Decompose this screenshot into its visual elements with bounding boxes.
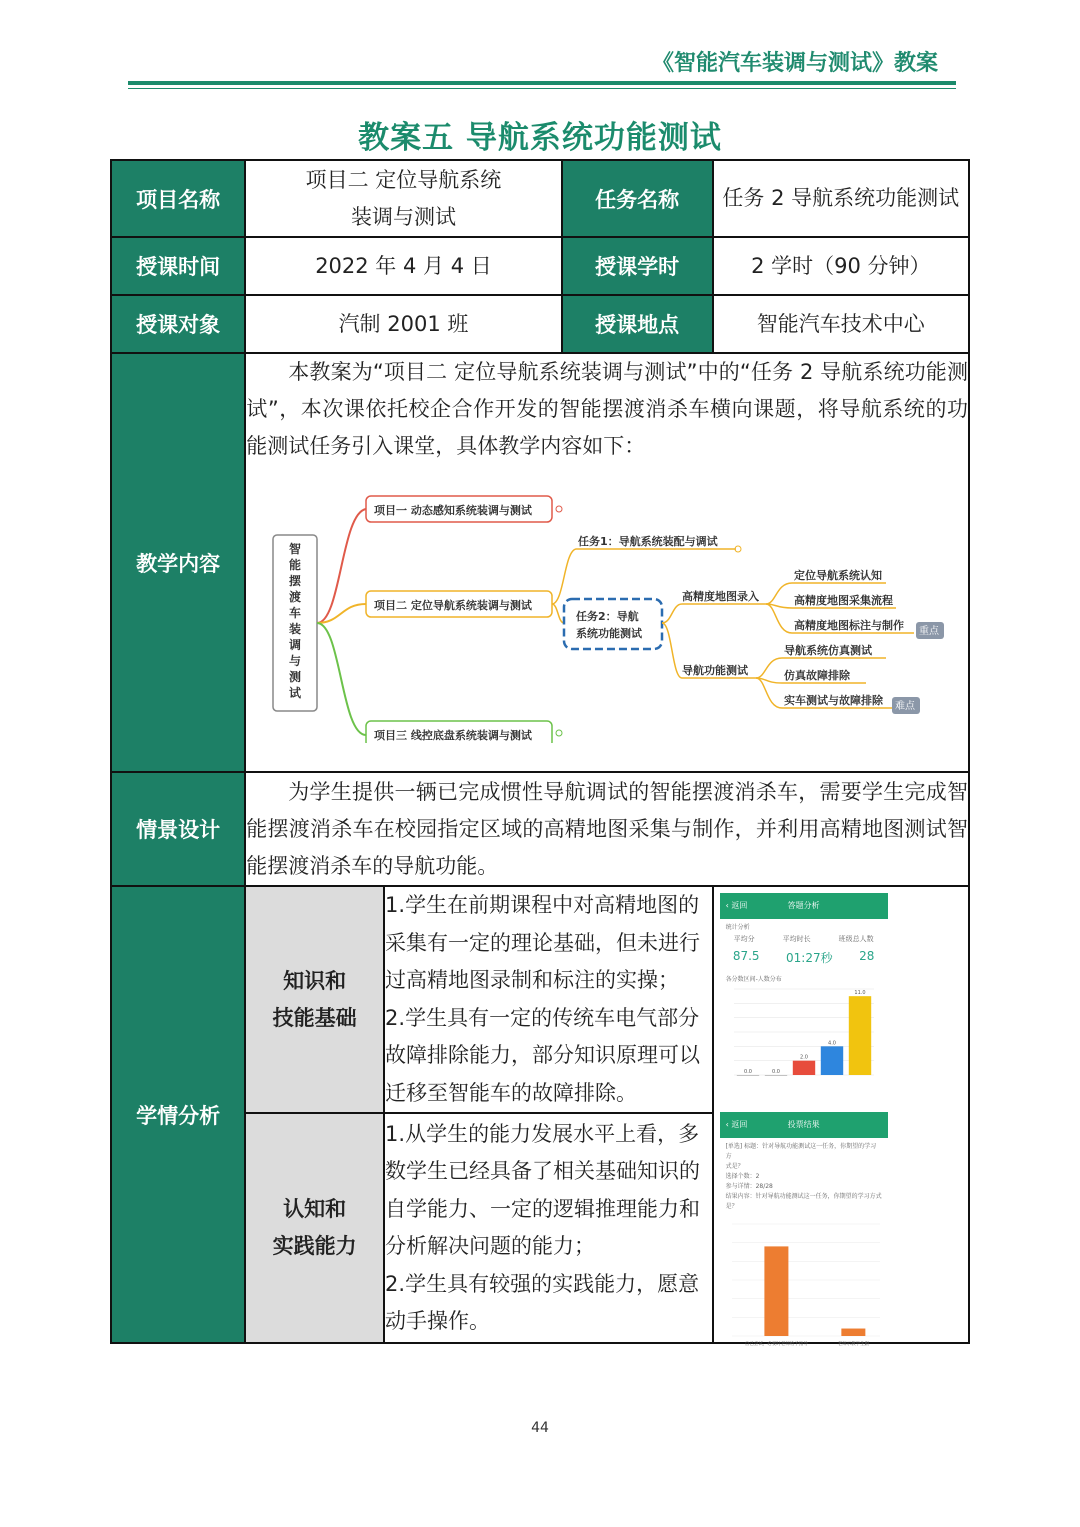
knowledge-label-line2: 技能基础 — [272, 1005, 357, 1030]
time-label: 授课时间 — [111, 237, 245, 295]
branch-nav-text: 导航功能测试 — [682, 664, 749, 677]
score-bar-label: 2.0 — [799, 1054, 808, 1061]
leaf2-text: 高精度地图采集流程 — [794, 594, 894, 607]
score-bar — [764, 1075, 786, 1076]
project1-text: 项目一 动态感知系统装调与测试 — [374, 504, 533, 517]
lesson-plan-table — [110, 159, 970, 1347]
root-char: 摆 — [289, 574, 302, 588]
analysis-label: 学情分析 — [111, 886, 245, 1343]
vote-back-button: ‹ 返回 — [725, 1120, 748, 1129]
place-label: 授课地点 — [562, 295, 713, 353]
score-bar-label: 11.0 — [854, 990, 866, 997]
score-bar-label: 0.0 — [743, 1069, 752, 1075]
branch-line-project3 — [317, 623, 366, 735]
content-label: 教学内容 — [111, 353, 245, 772]
cognition-p2: 2.学生具有较强的实践能力，愿意动手操作。 — [385, 1271, 700, 1333]
scenario-label: 情景设计 — [111, 772, 245, 886]
vote-bar — [764, 1246, 788, 1336]
score-bar-label: 4.0 — [827, 1040, 836, 1047]
knowledge-p2: 2.学生具有一定的传统车电气部分故障排除能力，部分知识原理可以迁移至智能车的故障排除。 — [385, 1005, 701, 1105]
vote-category-label: 自己尝试，必要时老师给予指导 — [744, 1342, 808, 1347]
score-bar — [736, 1075, 758, 1076]
project-value — [245, 160, 561, 237]
tag-hard-text: 难点 — [895, 701, 916, 712]
task2-text-line1: 任务2：导航 — [576, 610, 639, 623]
answer-analysis-title: 答题分析 — [787, 901, 820, 910]
hours-value: 2 学时（90 分钟） — [713, 237, 969, 295]
stats-section: 统计分析 — [725, 924, 750, 931]
branch-map-line — [662, 604, 766, 623]
target-label: 授课对象 — [111, 295, 245, 353]
project-label: 项目名称 — [111, 160, 245, 237]
vote-category-label: 老师示教学生跟 — [837, 1342, 869, 1347]
task-label: 任务名称 — [562, 160, 713, 237]
header-rule-thick — [128, 81, 956, 85]
score-distribution-chart — [720, 983, 888, 1093]
root-char: 测 — [289, 670, 302, 684]
root-char: 能 — [289, 558, 302, 572]
tag-key-text: 重点 — [919, 626, 940, 637]
course-mindmap — [246, 473, 966, 743]
project3-dot — [556, 730, 562, 736]
score-bar — [792, 1061, 814, 1075]
header-doc-title: 《智能汽车装调与测试》教案 — [651, 51, 938, 76]
root-char: 试 — [289, 686, 302, 700]
vote-result-topbar — [720, 1112, 888, 1138]
score-bar-label: 0.0 — [771, 1069, 780, 1075]
time-value: 2022 年 4 月 4 日 — [245, 237, 561, 295]
stat-labels: 平均分 平均时长 班级总人数 — [733, 935, 874, 943]
answer-analysis-screenshot — [720, 893, 888, 1108]
hours-label: 授课学时 — [562, 237, 713, 295]
branch-line-project1 — [317, 509, 366, 623]
vote-result-chart — [720, 1216, 888, 1351]
stat-values: 87.5 01:27秒 28 — [732, 949, 875, 965]
task2-line — [552, 604, 564, 623]
answer-analysis-topbar — [720, 893, 888, 919]
cognition-label — [245, 1113, 384, 1343]
distribution-title: 各分数区间-人数分布 — [725, 976, 782, 983]
branch-map-text: 高精度地图录入 — [682, 590, 760, 603]
task1-text: 任务1：导航系统装配与调试 — [578, 535, 718, 548]
root-char: 智 — [289, 542, 302, 556]
cognition-text — [384, 1113, 713, 1343]
task2-text-line2: 系统功能测试 — [576, 627, 643, 640]
task2-node — [564, 599, 662, 649]
vote-result-screenshot — [720, 1112, 888, 1347]
page-number: 44 — [531, 1420, 549, 1436]
score-bar — [820, 1046, 842, 1075]
knowledge-label — [245, 886, 384, 1113]
knowledge-p1: 1.学生在前期课程中对高精地图的采集有一定的理论基础，但未进行过高精地图录制和标注的实操； — [385, 893, 701, 992]
project1-dot — [556, 506, 562, 512]
leaf1-text: 定位导航系统认知 — [794, 569, 883, 582]
vote-details: [单选] 标题：针对导航功能测试这一任务，你期望的学习方 式是？ 选择个数：2 参与详情：28/28 结果内容：针对导航功能测试这一任务，你期望的学习方式 是？ — [725, 1143, 882, 1210]
cognition-label-line2: 实践能力 — [272, 1234, 357, 1258]
root-char: 与 — [289, 654, 302, 668]
leaf5-text: 仿真故障排除 — [784, 669, 851, 682]
score-bar — [848, 996, 870, 1075]
header-rule-thin — [128, 88, 956, 89]
task-value: 任务 2 导航系统功能测试 — [713, 160, 969, 237]
root-char: 渡 — [289, 590, 302, 604]
project3-text: 项目三 线控底盘系统装调与测试 — [374, 729, 533, 742]
root-char: 调 — [289, 638, 302, 652]
root-char: 车 — [289, 606, 302, 620]
content-paragraph: 本教案为“项目二 定位导航系统装调与测试”中的“任务 2 导航系统功能测试”，本次课依托校企合作开发的智能摆渡消杀车横向课题，将导航系统的功能测试任务引入课堂，具体教学内容如下： — [246, 360, 968, 458]
project-value-line2: 装调与测试 — [350, 204, 456, 229]
vote-result-title: 投票结果 — [787, 1120, 820, 1129]
scenario-paragraph: 为学生提供一辆已完成惯性导航调试的智能摆渡消杀车，需要学生完成智能摆渡消杀车在校园指定区域的高精地图采集与制作，并利用高精地图测试智能摆渡消杀车的导航功能。 — [245, 772, 969, 886]
back-button: ‹ 返回 — [725, 901, 748, 910]
leaf4-text: 导航系统仿真测试 — [784, 644, 873, 657]
leaf3-text: 高精度地图标注与制作 — [794, 619, 905, 632]
root-char: 装 — [289, 622, 302, 636]
project-value-line1: 项目二 定位导航系统 — [305, 167, 502, 192]
content-cell — [245, 353, 969, 772]
knowledge-label-line1: 知识和 — [283, 968, 347, 993]
cognition-label-line1: 认知和 — [283, 1197, 347, 1221]
page-title: 教案五 导航系统功能测试 — [358, 120, 722, 156]
cognition-p1: 1.从学生的能力发展水平上看，多数学生已经具备了相关基础知识的自学能力、一定的逻辑推理能力和分析解决问题的能力； — [385, 1121, 701, 1258]
project2-text: 项目二 定位导航系统装调与测试 — [374, 599, 533, 612]
leaf6-text: 实车测试与故障排除 — [784, 694, 884, 707]
place-value: 智能汽车技术中心 — [713, 295, 969, 353]
knowledge-text — [384, 886, 713, 1113]
screenshots-cell — [713, 886, 969, 1347]
target-value: 汽制 2001 班 — [245, 295, 561, 353]
vote-bar — [841, 1329, 865, 1336]
